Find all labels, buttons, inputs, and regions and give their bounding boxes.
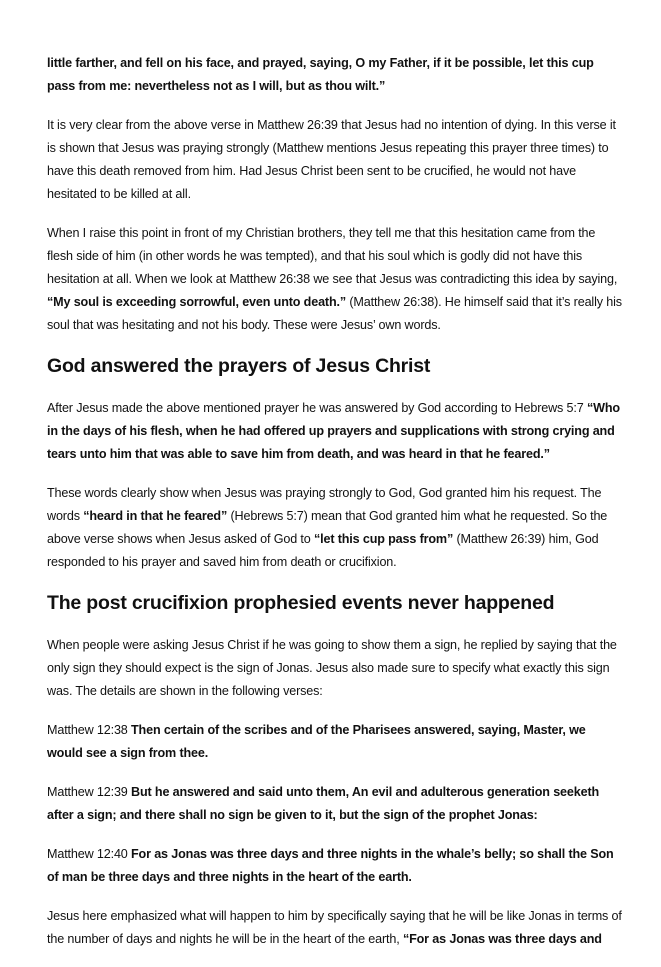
verse-text: But he answered and said unto them, An evil and adulterous generation seeketh after a sign; and there shall no sign be given to it, but the sign of the prophet Jonas: [47, 785, 600, 822]
paragraph-text: When people were asking Jesus Christ if he was going to show them a sign, he replied by saying that the only sign they should expect is the sign of Jonas. Jesus also made sure to specify what exactly this sign was. The details are shown in the following verses: [47, 638, 617, 698]
verse-reference: Matthew 12:39 [47, 785, 132, 799]
bold-quote: “let this cup pass from” [313, 532, 454, 546]
paragraph-text: When I raise this point in front of my Christian brothers, they tell me that this hesitation came from the flesh side of him (in other words he was tempted), and that his soul which is godly did not have this hesitation at all. When we look at Matthew 26:38 we see that Jesus was contradicting this idea by saying, [47, 226, 618, 286]
verse-reference: Matthew 12:38 [47, 723, 132, 737]
bold-quote: little farther, and fell on his face, and prayed, saying, O my Father, if it be possible, let this cup pass from me: nevertheless not as I will, but as thou wilt.” [47, 56, 594, 93]
verse-matthew-12-39 [47, 781, 622, 827]
paragraph-intention [47, 114, 622, 206]
verse-text: For as Jonas was three days and three nights in the whale’s belly; so shall the Son of man be three days and three nights in the heart of the earth. [47, 847, 614, 884]
quote-continuation [47, 52, 622, 98]
bold-quote: “For as Jonas was three days and [402, 932, 602, 946]
paragraph-text: Jesus here emphasized what will happen to him by specifically saying that he will be like Jonas in terms of the number of days and nights he will be in the heart of the earth, [47, 909, 622, 946]
paragraph-text: It is very clear from the above verse in Matthew 26:39 that Jesus had no intention of dying. In this verse it is shown that Jesus was praying strongly (Matthew mentions Jesus repeating this prayer three times) to have this death removed from him. Had Jesus Christ been sent to be crucified, he would not have hesitated to be killed at all. [47, 118, 616, 201]
verse-text: Then certain of the scribes and of the Pharisees answered, saying, Master, we would see a sign from thee. [47, 723, 586, 760]
paragraph-hesitation [47, 222, 622, 337]
verse-reference: Matthew 12:40 [47, 847, 132, 861]
paragraph-text: (Matthew 26:38). He himself said that it’s really his soul that was hesitating and not his body. These were Jesus’ own words. [47, 295, 622, 332]
bold-quote: “heard in that he feared” [83, 509, 228, 523]
paragraph-text: (Matthew 26:39) him, God responded to his prayer and saved him from death or crucifixion. [47, 532, 599, 569]
bold-quote: “My soul is exceeding sorrowful, even unto death.” [47, 295, 347, 309]
paragraph-hebrews [47, 397, 622, 466]
paragraph-sign [47, 634, 622, 703]
paragraph-jonas-emphasis [47, 905, 622, 951]
paragraph-text: After Jesus made the above mentioned prayer he was answered by God according to Hebrews 5:7 [47, 401, 587, 415]
verse-matthew-12-38 [47, 719, 622, 765]
section-heading-god-answered: God answered the prayers of Jesus Christ [47, 355, 431, 377]
bold-quote: “Who in the days of his flesh, when he had offered up prayers and supplications with strong crying and tears unto him that was able to save him from death, and was heard in that he feared.” [47, 401, 620, 461]
paragraph-text: These words clearly show when Jesus was praying strongly to God, God granted him his request. The words [47, 486, 602, 523]
paragraph-text: (Hebrews 5:7) mean that God granted him what he requested. So the above verse shows when Jesus asked of God to [47, 509, 608, 546]
verse-matthew-12-40 [47, 843, 622, 889]
document-page [47, 52, 622, 967]
section-heading-prophesied-events: The post crucifixion prophesied events never happened [47, 592, 555, 614]
paragraph-granted [47, 482, 622, 574]
